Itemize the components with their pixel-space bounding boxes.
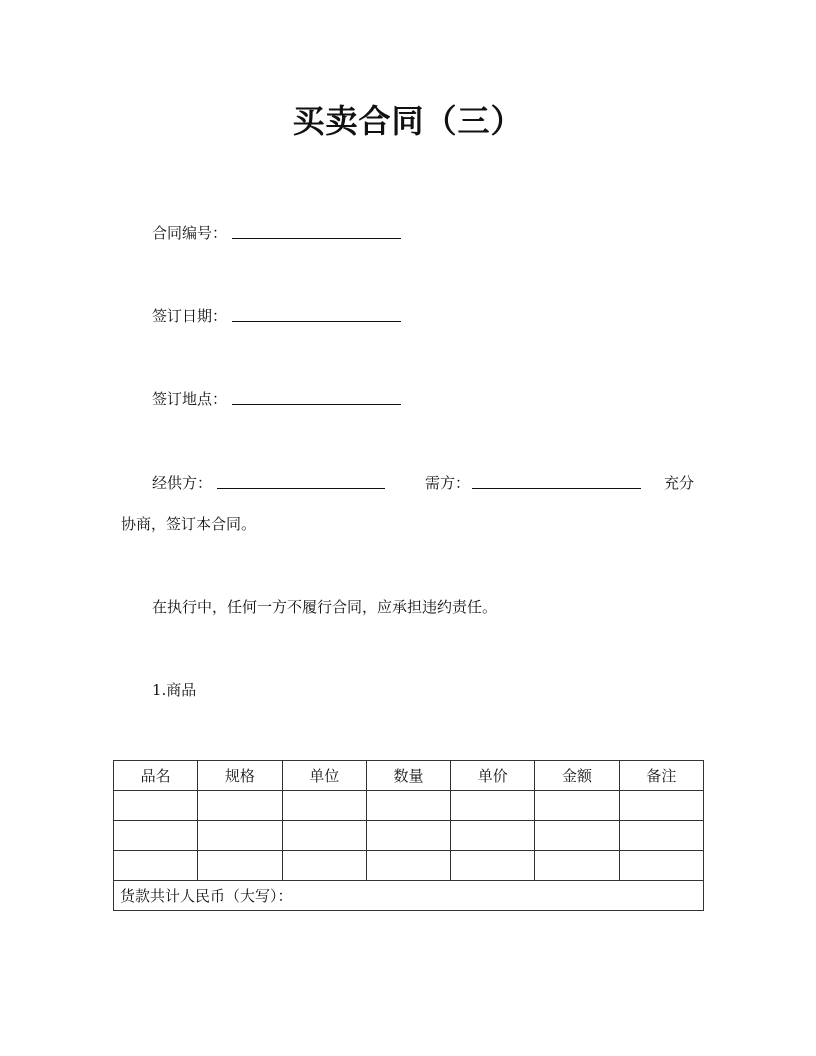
cell [198, 851, 282, 881]
cell [198, 821, 282, 851]
header-cell: 单位 [282, 761, 366, 791]
sign-place-blank [232, 404, 401, 405]
cell [282, 821, 366, 851]
cell [282, 851, 366, 881]
header-cell: 品名 [114, 761, 198, 791]
cell [619, 851, 703, 881]
cell [535, 851, 619, 881]
contract-number-label: 合同编号： [152, 224, 228, 242]
sign-date-blank [232, 321, 401, 322]
breach-clause: 在执行中，任何一方不履行合同，应承担违约责任。 [152, 598, 498, 616]
header-cell: 备注 [619, 761, 703, 791]
supplier-blank [217, 488, 385, 489]
header-cell: 单价 [451, 761, 535, 791]
cell [451, 851, 535, 881]
buyer-label: 需方： [425, 474, 471, 492]
cell [619, 821, 703, 851]
table-total-row [114, 881, 704, 911]
document-title: 买卖合同（三） [292, 102, 524, 140]
header-cell: 规格 [198, 761, 282, 791]
table-row [114, 851, 704, 881]
parties-continuation: 协商，签订本合同。 [121, 515, 257, 533]
cell [451, 791, 535, 821]
sign-date-label: 签订日期： [152, 307, 228, 325]
parties-tail: 充分 [664, 474, 695, 492]
cell [366, 821, 450, 851]
goods-table [113, 760, 704, 911]
cell [366, 791, 450, 821]
cell [282, 791, 366, 821]
supplier-label: 经供方： [152, 474, 213, 492]
cell [619, 791, 703, 821]
table-row [114, 821, 704, 851]
cell [114, 821, 198, 851]
cell [114, 851, 198, 881]
table-row [114, 791, 704, 821]
header-cell: 金额 [535, 761, 619, 791]
cell [451, 821, 535, 851]
cell [198, 791, 282, 821]
sign-place-label: 签订地点： [152, 390, 228, 408]
table-header-row [114, 761, 704, 791]
cell [535, 791, 619, 821]
cell [535, 821, 619, 851]
contract-number-blank [232, 238, 401, 239]
buyer-blank [472, 488, 641, 489]
section-heading: 1.商品 [152, 681, 197, 699]
cell [114, 791, 198, 821]
header-cell: 数量 [366, 761, 450, 791]
total-amount-label: 货款共计人民币（大写）： [114, 881, 704, 911]
cell [366, 851, 450, 881]
